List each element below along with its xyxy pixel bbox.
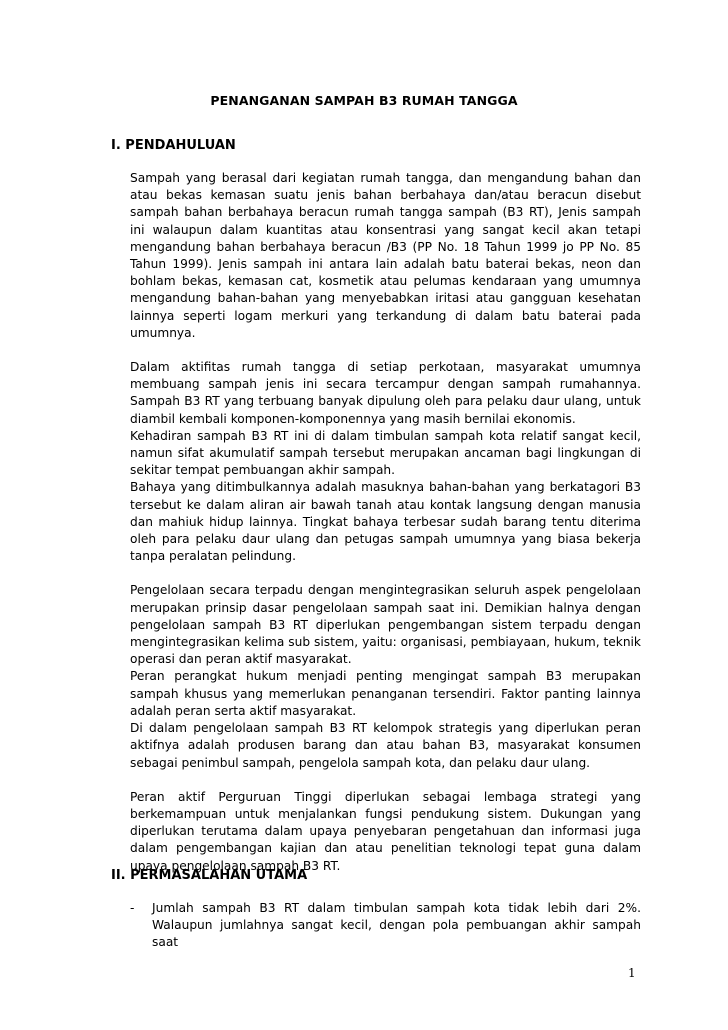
document-title: PENANGANAN SAMPAH B3 RUMAH TANGGA: [210, 93, 518, 108]
paragraph: Kehadiran sampah B3 RT ini di dalam timbulan sampah kota relatif sangat kecil, namun sifat akumulatif sampah tersebut merupakan ancaman bagi lingkungan di sekitar tempat pembuangan akhir sampah.: [130, 428, 641, 478]
list-item-text: Jumlah sampah B3 RT dalam timbulan sampah kota tidak lebih dari 2%. Walaupun jumlahnya sangat kecil, dengan pola pembuangan akhir sampah saat: [152, 901, 641, 950]
section-heading-pendahuluan: I. PENDAHULUAN: [111, 138, 236, 153]
paragraph: Peran aktif Perguruan Tinggi diperlukan sebagai lembaga strategi yang berkemampuan untuk menjalankan fungsi pendukung sistem. Dukungan yang diperlukan terutama dalam upaya penyebaran pengetahuan dan informasi juga dalam pengembangan kajian dan atau penelitian teknologi tepat guna dalam upaya pengelolaan sampah B3 RT.: [130, 789, 641, 873]
paragraph: Peran perangkat hukum menjadi penting mengingat sampah B3 merupakan sampah khusus yang memerlukan penanganan tersendiri. Faktor panting lainnya adalah peran serta aktif masyarakat.: [130, 669, 641, 718]
section-heading-permasalahan: II. PERMASALAHAN UTAMA: [111, 868, 308, 883]
paragraph: Bahaya yang ditimbulkannya adalah masuknya bahan-bahan yang berkatagori B3 tersebut ke dalam aliran air bawah tanah atau kontak langsung dengan manusia dan mahiuk hidup lainnya. Tingkat bahaya terbesar sudah barang tentu diterima oleh para pelaku daur ulang dan petugas sampah umumnya yang biasa bekerja tanpa peralatan pelindung.: [130, 480, 641, 564]
bullet-marker: -: [130, 901, 135, 915]
page-number: 1: [628, 966, 636, 980]
paragraph: Pengelolaan secara terpadu dengan mengintegrasikan seluruh aspek pengelolaan merupakan prinsip dasar pengelolaan sampah saat ini. Demikian halnya dengan pengelolaan sampah B3 RT diperlukan pengembangan sistem terpadu dengan mengintegrasikan kelima sub sistem, yaitu: organisasi, pembiayaan, hukum, teknik operasi dan peran aktif masyarakat.: [130, 583, 641, 667]
paragraph: Di dalam pengelolaan sampah B3 RT kelompok strategis yang diperlukan peran aktifnya adalah produsen barang dan atau bahan B3, masyarakat konsumen sebagai penimbul sampah, pengelola sampah kota, dan pelaku daur ulang.: [130, 721, 641, 770]
paragraph: Dalam aktifitas rumah tangga di setiap perkotaan, masyarakat umumnya membuang sampah jenis ini secara tercampur dengan sampah rumahannya. Sampah B3 RT yang terbuang banyak dipulung oleh para pelaku daur ulang, untuk diambil kembali komponen-komponennya yang masih bernilai ekonomis.: [130, 360, 641, 426]
paragraph: Sampah yang berasal dari kegiatan rumah tangga, dan mengandung bahan dan atau bekas kemasan suatu jenis bahan berbahaya dan/atau beracun disebut sampah bahan berbahaya beracun rumah tangga sampah (B3 RT), Jenis sampah ini walaupun dalam kuantitas atau konsentrasi yang sangat kecil akan tetapi mengandung bahan berbahaya beracun /B3 (PP No. 18 Tahun 1999 jo PP No. 85 Tahun 1999). Jenis sampah ini antara lain adalah batu baterai bekas, neon dan bohlam bekas, kemasan cat, kosmetik atau pelumas kendaraan yang umumnya mengandung bahan-bahan yang menyebabkan iritasi atau gangguan kesehatan lainnya seperti logam merkuri yang terkandung di dalam batu baterai pada umumnya.: [130, 171, 641, 340]
section-body-pendahuluan: [130, 170, 641, 875]
